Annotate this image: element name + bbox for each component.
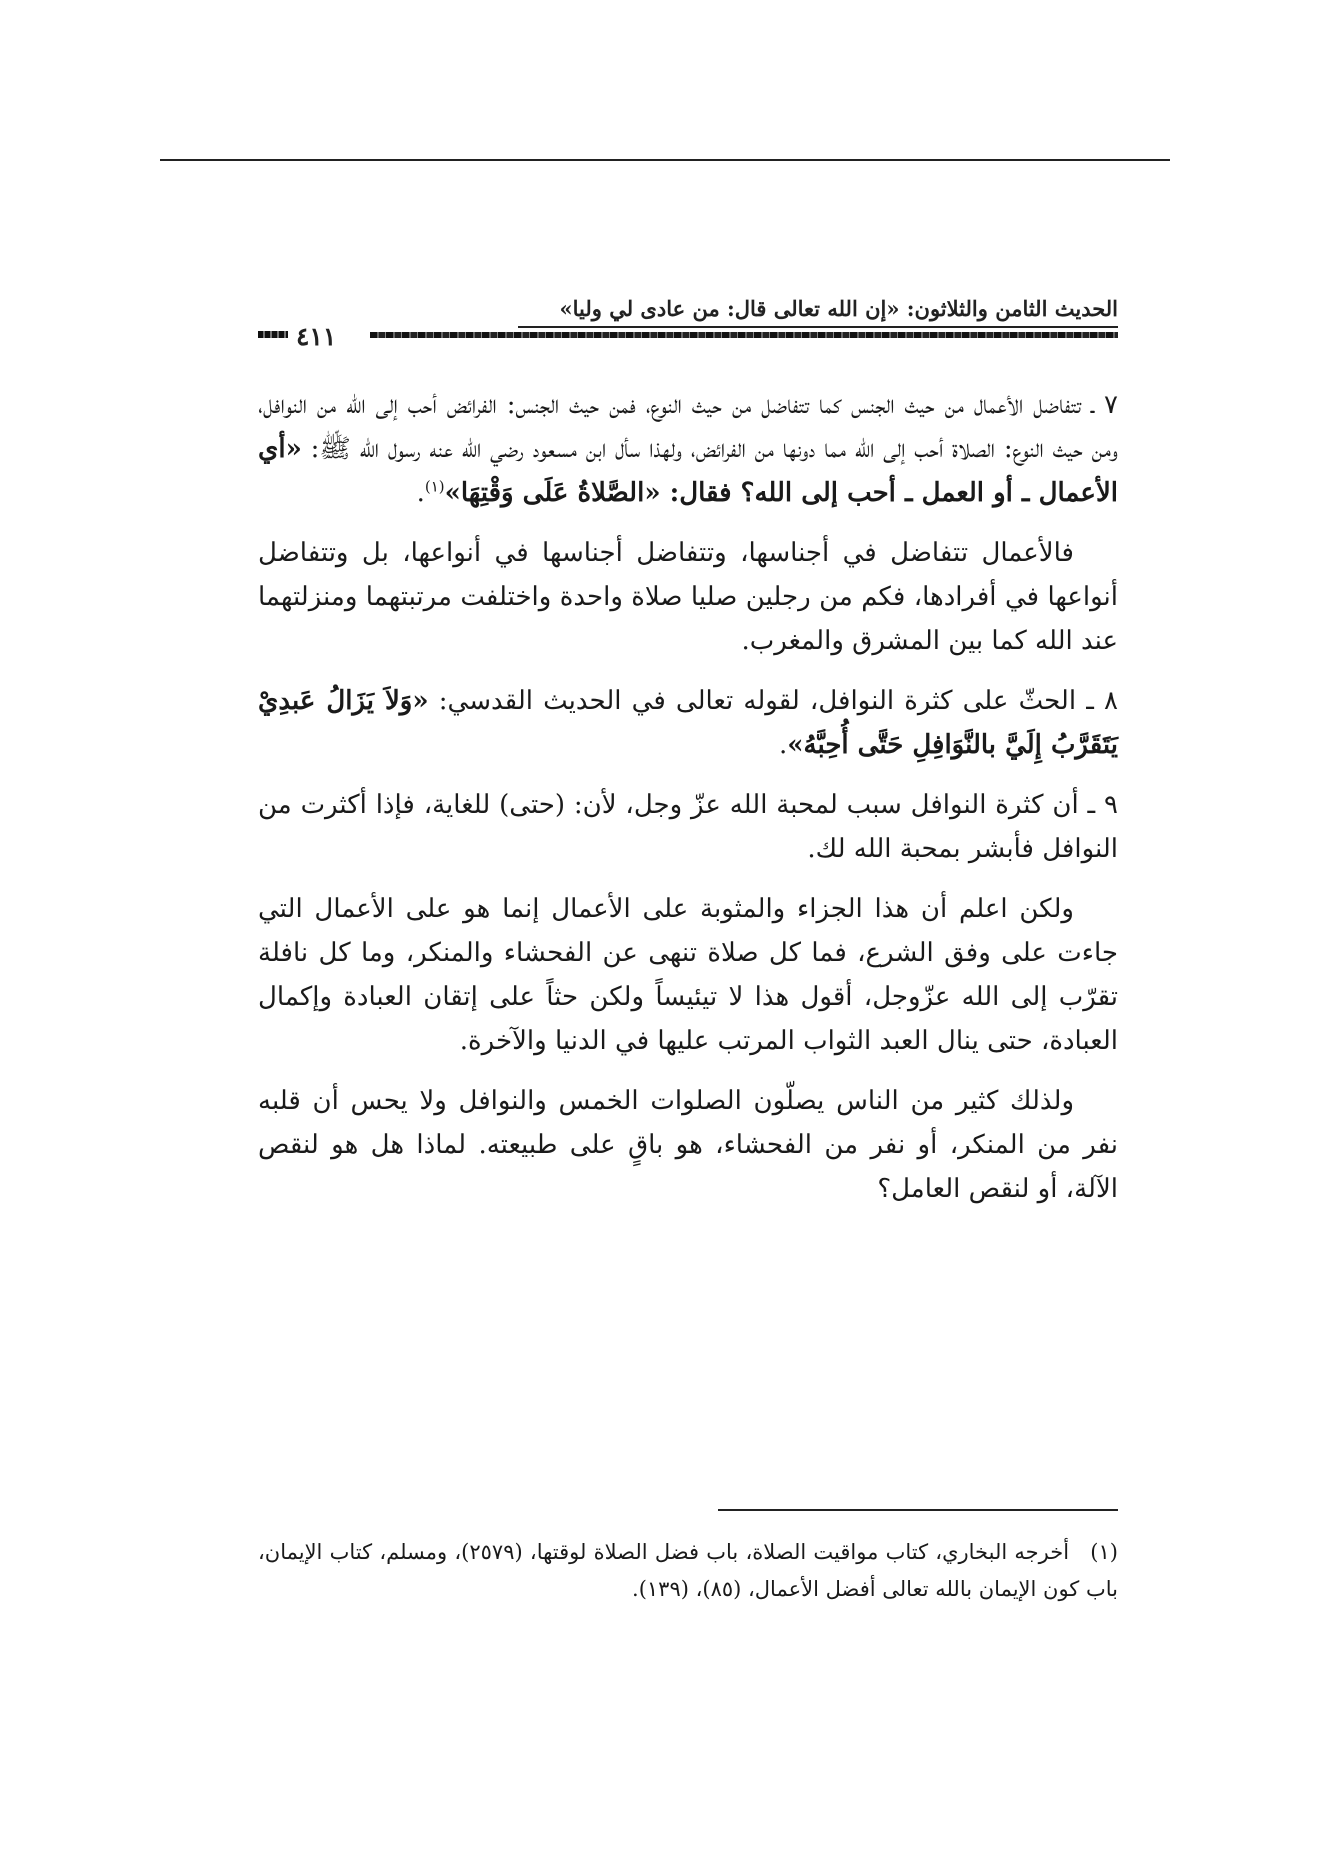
top-rule: [160, 159, 1170, 161]
paragraph-text: ٨ ـ الحثّ على كثرة النوافل، لقوله تعالى في الحديث القدسي:: [428, 686, 1118, 716]
paragraph-question: [258, 1079, 1118, 1211]
paragraph-caveat: [258, 887, 1118, 1063]
hadith-quote: «وَلاَ يَزَالُ عَبدِيْ يَتَقَرَّبُ إِلَيَّ بالنَّوَافِلِ حَتَّى أُحِبَّهُ»: [258, 686, 1118, 760]
paragraph-text: ولذلك كثير من الناس يصلّون الصلوات الخمس والنوافل ولا يحس أن قلبه نفر من المنكر، أو نفر من الفحشاء، هو باقٍ على طبيعته. لماذا هل هو لنقص الآلة، أو لنقص العامل؟: [258, 1086, 1118, 1204]
paragraph-tail: .: [416, 478, 425, 508]
footnote-separator: [718, 1509, 1118, 1511]
paragraph-text: ٧ ـ تتفاضل الأعمال من حيث الجنس كما تتفاضل من حيث النوع، فمن حيث الجنس: الفرائض أحب إلى الله من النوافل، ومن حيث النوع: الصلاة أحب إلى الله مما دونها من الفرائض، ولهذا سأل ابن مسعود رضي الله عنه رسول الله ﷺ:: [258, 390, 1118, 464]
footnote-text: أخرجه البخاري، كتاب مواقيت الصلاة، باب فضل الصلاة لوقتها، (٢٥٧٩)، ومسلم، كتاب الإيمان، باب كون الإيمان بالله تعالى أفضل الأعمال، (٨٥)، (١٣٩).: [258, 1540, 1118, 1601]
paragraph-explanation: [258, 531, 1118, 663]
footnote-marker: (١): [1090, 1540, 1118, 1564]
paragraph-text: ولكن اعلم أن هذا الجزاء والمثوبة على الأعمال إنما هو على الأعمال التي جاءت على وفق الشرع، فما كل صلاة تنهى عن الفحشاء والمنكر، وما كل نافلة تقرّب إلى الله عزّوجل، أقول هذا لا تيئيساً ولكن حثاً على إتقان العبادة وإكمال العبادة، حتى ينال العبد الثواب المرتب عليها في الدنيا والآخرة.: [258, 894, 1118, 1056]
header-ornamental-band: [370, 332, 1118, 338]
running-header: [258, 296, 1118, 352]
footnote: [258, 1534, 1118, 1608]
hadith-quote: «أي الأعمال ـ أو العمل ـ أحب إلى الله؟ فقال: «الصَّلاةُ عَلَى وَقْتِهَا»: [258, 434, 1118, 508]
paragraph-text: ٩ ـ أن كثرة النوافل سبب لمحبة الله عزّ وجل، لأن: (حتى) للغاية، فإذا أكثرت من النوافل فأبشر بمحبة الله لك.: [258, 790, 1118, 864]
page-number: ٤١١: [296, 322, 337, 351]
header-rule: [518, 326, 1118, 328]
paragraph-tail: .: [779, 730, 788, 760]
paragraph-text: فالأعمال تتفاضل في أجناسها، وتتفاضل أجناسها في أنواعها، بل وتتفاضل أنواعها في أفرادها، فكم من رجلين صليا صلاة واحدة واختلفت مرتبتهما ومنزلتهما عند الله كما بين المشرق والمغرب.: [258, 538, 1118, 656]
paragraph-point-9: [258, 783, 1118, 871]
header-title: الحديث الثامن والثلاثون: «إن الله تعالى قال: من عادى لي وليا»: [559, 296, 1118, 321]
main-text: [258, 383, 1118, 1227]
footnote-reference: (١): [424, 477, 445, 496]
page-number-mark: [258, 331, 288, 338]
paragraph-point-8: [258, 679, 1118, 767]
paragraph-point-7: [258, 383, 1118, 515]
